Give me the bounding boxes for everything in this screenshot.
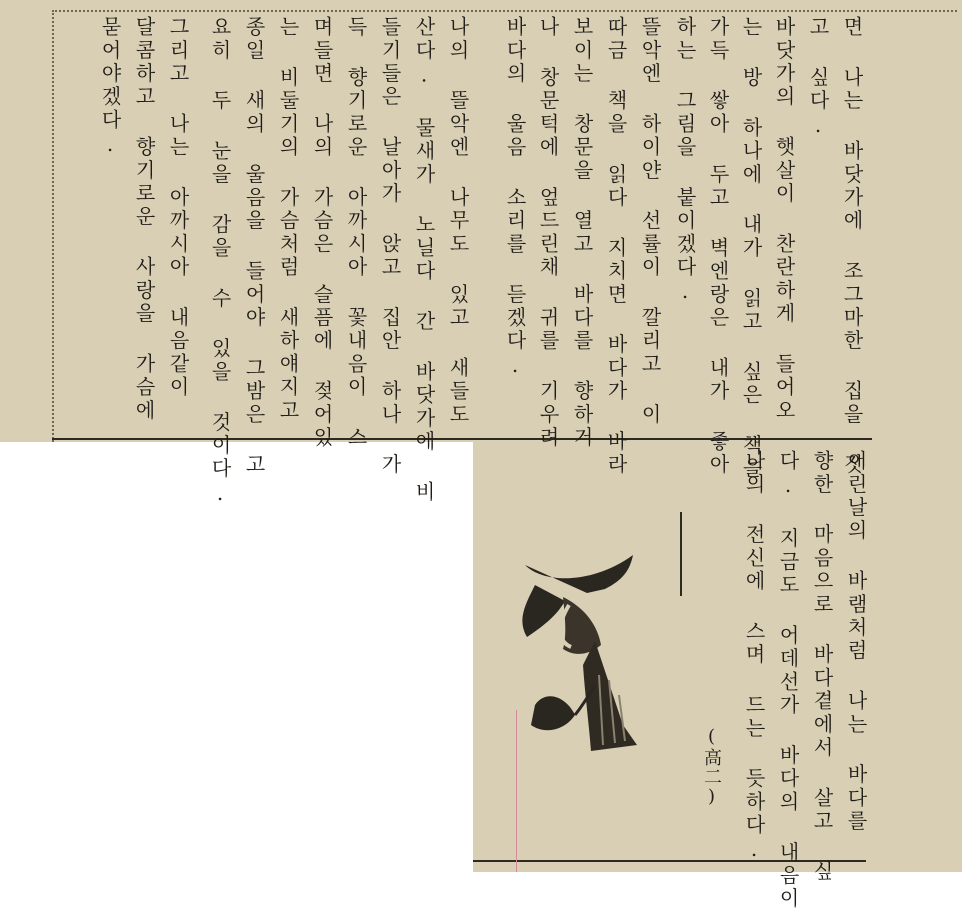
article-top-column: 묻어야겠다. — [98, 16, 122, 160]
blank-area — [0, 442, 473, 872]
article-top-column: 며들면 나의 가슴은 슬픔에 젖어있 — [310, 16, 334, 450]
article-top-column: 바다의 울음 소리를 듣겠다. — [503, 16, 527, 380]
article-top-column: 종일 새의 울음을 들어야 그밤은 고 — [242, 16, 266, 477]
article-top-column: 하는 그림을 붙이겠다. — [673, 16, 697, 307]
article-top-column: 는 방 하나에 내가 읽고 싶은 책을 — [739, 16, 763, 481]
column-separator — [680, 512, 682, 596]
article-top-column: 뜰악엔 하이얀 선률이 깔리고 이 — [638, 16, 662, 427]
figure-drawing-icon — [505, 545, 645, 775]
article-top-column: 따금 책을 읽다 지치면 바다가 바라 — [604, 16, 628, 477]
article-top-column: 달콤하고 향기로운 사랑을 가슴에 — [132, 16, 156, 423]
article-bottom-column: 어린날의 바램처럼 나는 바다를 — [844, 450, 868, 834]
article-top-column: 그리고 나는 아까시아 내음같이 — [166, 16, 190, 400]
article-top-column: 요히 두 눈을 감을 수 있을 것이다. — [208, 16, 232, 508]
article-top-column: 가득 쌓아 두고 벽엔랑은 내가 좋아 — [706, 16, 730, 477]
article-top-column: 보이는 창문을 열고 바다를 향하거 — [570, 16, 594, 450]
article-top-column: 면 나는 바닷가에 조그마한 집을 짓 — [840, 16, 864, 477]
article-top-column: 는 비둘기의 가슴처럼 새하얘지고 — [276, 16, 300, 423]
article-top-column: 고 싶다. — [806, 16, 830, 140]
author-grade-credit: (高二) — [701, 726, 722, 808]
article-bottom-column: 향한 마음으로 바다곁에서 살고 싶 — [810, 450, 834, 884]
top-dotted-border — [52, 10, 957, 12]
article-top-column: 산다. 물새가 노닐다 간 바닷가에 비 — [412, 16, 436, 504]
article-bottom-column: 다. 지금도 어데선가 바다의 내음이 — [776, 450, 800, 911]
article-top-column: 바닷가의 햇살이 찬란하게 들어오 — [772, 16, 796, 423]
article-top-column: 나 창문턱에 엎드린채 귀를 기우려 — [536, 16, 560, 450]
article-top-column: 들기들은 날아가 앉고 집안 하나 가 — [378, 16, 402, 477]
article-top-column: 득 향기로운 아까시아 꽃내음이 스 — [344, 16, 368, 450]
article-top-column: 나의 뜰악엔 나무도 있고 새들도 — [446, 16, 470, 427]
article-bottom-column: 나의 전신에 스며 드는 듯하다. — [742, 450, 766, 865]
left-dotted-border — [52, 10, 54, 442]
